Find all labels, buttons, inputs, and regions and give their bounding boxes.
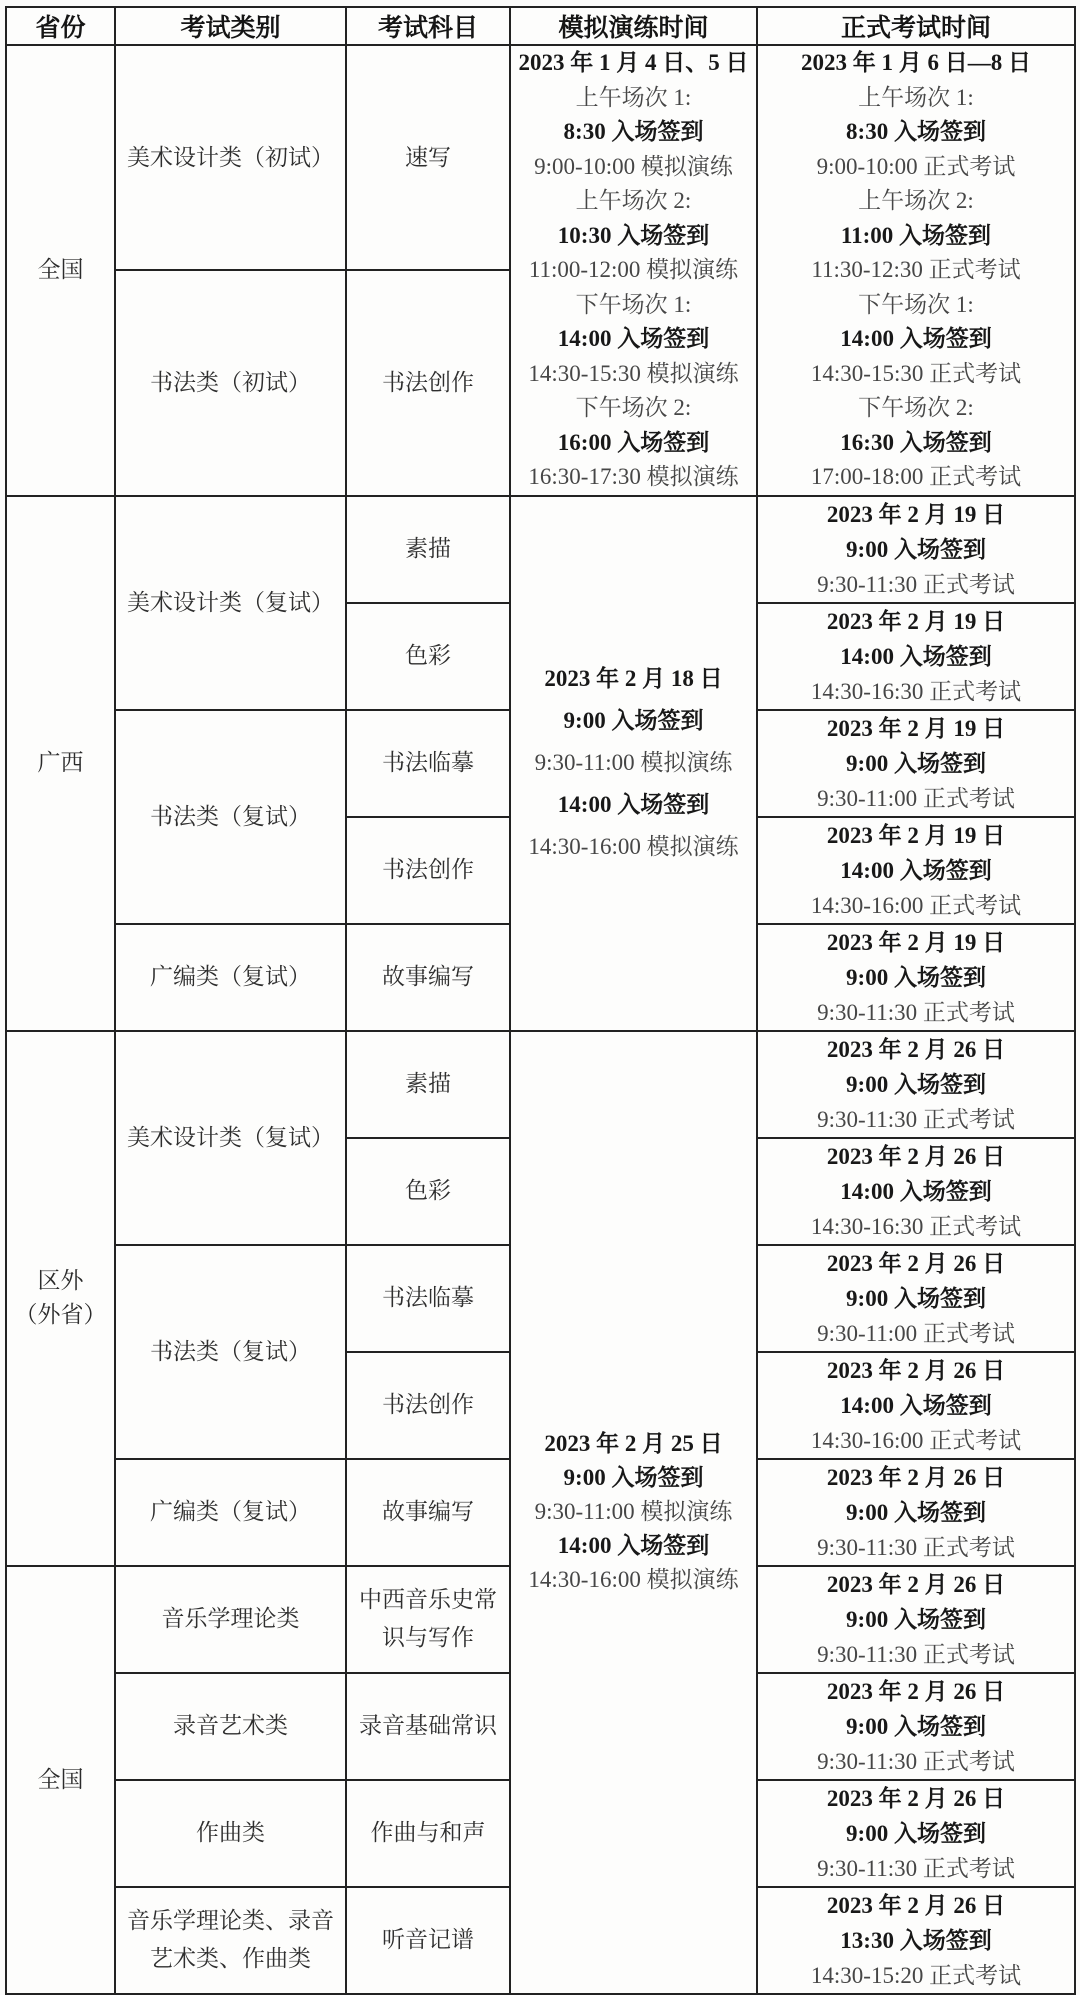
schedule-line: 2023 年 2 月 18 日 <box>544 666 723 691</box>
schedule-line: 9:00 入场签到 <box>846 1071 986 1097</box>
category-cell-art-retest-out: 美术设计类（复试） <box>115 1031 346 1245</box>
schedule-line: 14:30-16:00 模拟演练 <box>528 1567 739 1592</box>
formal-schedule-cell-composition-harmony <box>757 1780 1075 1887</box>
schedule-line: 9:00 入场签到 <box>846 1713 986 1739</box>
formal-schedule-cell-out-copying <box>757 1245 1075 1352</box>
col-header-formal-time: 正式考试时间 <box>757 7 1075 45</box>
schedule-line: 14:30-16:00 模拟演练 <box>528 834 739 859</box>
schedule-line: 9:00 入场签到 <box>846 1499 986 1525</box>
province-cell-national-first: 全国 <box>6 45 115 496</box>
formal-schedule-cell-out-creation <box>757 1352 1075 1459</box>
subject-cell-ear-training: 听音记谱 <box>346 1887 510 1994</box>
schedule-line: 14:30-15:30 正式考试 <box>810 360 1022 386</box>
schedule-line: 14:00 入场签到 <box>840 857 992 883</box>
formal-schedule-cell-gx-color <box>757 603 1075 710</box>
schedule-line: 9:30-11:30 正式考试 <box>817 1855 1015 1881</box>
subject-cell-color-out: 色彩 <box>346 1138 510 1245</box>
formal-schedule-cell-recording-basics <box>757 1673 1075 1780</box>
schedule-line: 下午场次 1: <box>858 291 974 317</box>
schedule-line: 9:30-11:30 正式考试 <box>817 999 1015 1025</box>
schedule-line: 17:00-18:00 正式考试 <box>810 464 1022 489</box>
schedule-line: 9:30-11:00 模拟演练 <box>534 750 733 775</box>
formal-schedule-cell-gx-creation <box>757 817 1075 924</box>
schedule-line: 16:30-17:30 模拟演练 <box>528 464 739 489</box>
category-cell-combined-music: 音乐学理论类、录音艺术类、作曲类 <box>115 1887 346 1994</box>
mock-schedule-cell-national-first <box>510 45 757 496</box>
schedule-line: 2023 年 2 月 26 日 <box>826 1357 1006 1383</box>
subject-cell-story-out: 故事编写 <box>346 1459 510 1566</box>
category-cell-broadcast-retest-out: 广编类（复试） <box>115 1459 346 1566</box>
schedule-line: 16:00 入场签到 <box>557 429 710 455</box>
mock-schedule-cell-outside-national <box>510 1031 757 1994</box>
formal-schedule-cell-national-first <box>757 45 1075 496</box>
row-outside-1 <box>6 1031 1075 1138</box>
schedule-line: 2023 年 1 月 4 日、5 日 <box>518 50 749 75</box>
schedule-line: 14:30-16:00 正式考试 <box>810 892 1022 918</box>
schedule-line: 下午场次 2: <box>858 395 974 420</box>
province-line: 区外 <box>37 1268 84 1293</box>
schedule-line: 14:30-15:30 模拟演练 <box>528 360 739 386</box>
schedule-line: 2023 年 2 月 25 日 <box>544 1431 723 1456</box>
subject-cell-copying-out: 书法临摹 <box>346 1245 510 1352</box>
schedule-line: 上午场次 2: <box>858 188 974 213</box>
schedule-line: 14:00 入场签到 <box>557 1533 710 1558</box>
province-cell-guangxi: 广西 <box>6 496 115 1031</box>
subject-cell-calligraphy-creation: 书法创作 <box>346 270 510 495</box>
schedule-line: 上午场次 1: <box>858 84 974 110</box>
category-cell-broadcast-retest-gx: 广编类（复试） <box>115 924 346 1031</box>
col-header-province: 省份 <box>6 7 115 45</box>
category-cell-composition: 作曲类 <box>115 1780 346 1887</box>
subject-cell-composition-harmony: 作曲与和声 <box>346 1780 510 1887</box>
schedule-line: 9:00 入场签到 <box>846 964 986 990</box>
formal-schedule-cell-gx-copying <box>757 710 1075 817</box>
category-cell-recording-art: 录音艺术类 <box>115 1673 346 1780</box>
schedule-line: 9:00 入场签到 <box>846 1820 986 1846</box>
schedule-line: 9:00 入场签到 <box>563 708 704 733</box>
schedule-line: 14:00 入场签到 <box>840 643 992 669</box>
category-cell-calligraphy-retest-out: 书法类（复试） <box>115 1245 346 1459</box>
formal-schedule-cell-out-sketch <box>757 1031 1075 1138</box>
schedule-line: 14:30-16:30 正式考试 <box>810 1213 1022 1239</box>
schedule-line: 14:00 入场签到 <box>557 326 710 351</box>
schedule-line: 10:30 入场签到 <box>557 222 710 248</box>
schedule-line: 9:30-11:30 正式考试 <box>817 1534 1015 1560</box>
schedule-line: 14:30-16:00 正式考试 <box>810 1427 1022 1453</box>
schedule-line: 9:00 入场签到 <box>846 1606 986 1632</box>
schedule-line: 9:30-11:00 正式考试 <box>817 1320 1015 1346</box>
subject-cell-sketch-out: 素描 <box>346 1031 510 1138</box>
schedule-line: 14:30-16:30 正式考试 <box>810 678 1022 704</box>
formal-schedule-cell-ear-training <box>757 1887 1075 1994</box>
schedule-line: 9:00-10:00 模拟演练 <box>534 153 733 179</box>
schedule-line: 8:30 入场签到 <box>563 119 704 144</box>
schedule-line: 下午场次 2: <box>575 395 692 420</box>
schedule-line: 9:00 入场签到 <box>846 1285 986 1311</box>
schedule-line: 2023 年 2 月 19 日 <box>826 822 1006 848</box>
schedule-line: 14:00 入场签到 <box>840 1178 992 1204</box>
schedule-line: 2023 年 2 月 19 日 <box>826 608 1006 634</box>
col-header-subject: 考试科目 <box>346 7 510 45</box>
province-line: （外省） <box>14 1302 107 1327</box>
schedule-line: 9:30-11:00 模拟演练 <box>534 1499 733 1524</box>
schedule-line: 2023 年 2 月 19 日 <box>826 929 1006 955</box>
schedule-line: 16:30 入场签到 <box>840 429 992 455</box>
schedule-line: 下午场次 1: <box>575 291 692 317</box>
subject-cell-sketch-gx: 素描 <box>346 496 510 603</box>
schedule-line: 14:00 入场签到 <box>840 1392 992 1418</box>
schedule-line: 11:00-12:00 模拟演练 <box>528 257 739 282</box>
schedule-line: 9:00 入场签到 <box>846 750 986 776</box>
category-cell-art-retest-gx: 美术设计类（复试） <box>115 496 346 710</box>
schedule-line: 2023 年 2 月 26 日 <box>826 1250 1006 1276</box>
subject-cell-music-history: 中西音乐史常识与写作 <box>346 1566 510 1673</box>
schedule-line: 9:00-10:00 正式考试 <box>816 153 1016 179</box>
category-cell-calligraphy-retest-gx: 书法类（复试） <box>115 710 346 924</box>
schedule-line: 9:00 入场签到 <box>846 536 986 562</box>
subject-cell-recording-basics: 录音基础常识 <box>346 1673 510 1780</box>
category-cell-art-initial: 美术设计类（初试） <box>115 45 346 270</box>
schedule-line: 14:30-15:20 正式考试 <box>810 1962 1022 1988</box>
col-header-mock-time: 模拟演练时间 <box>510 7 757 45</box>
schedule-line: 2023 年 2 月 26 日 <box>826 1892 1006 1918</box>
formal-schedule-cell-out-color <box>757 1138 1075 1245</box>
formal-schedule-cell-music-history <box>757 1566 1075 1673</box>
schedule-line: 2023 年 2 月 26 日 <box>826 1036 1006 1062</box>
formal-schedule-cell-gx-story <box>757 924 1075 1031</box>
schedule-line: 9:30-11:30 正式考试 <box>817 1748 1015 1774</box>
subject-cell-copying-gx: 书法临摹 <box>346 710 510 817</box>
schedule-line: 14:00 入场签到 <box>840 326 992 351</box>
schedule-line: 11:30-12:30 正式考试 <box>811 257 1021 282</box>
schedule-line: 9:00 入场签到 <box>563 1465 704 1490</box>
exam-schedule-table <box>5 6 1076 1995</box>
row-guangxi-1 <box>6 496 1075 603</box>
schedule-line: 9:30-11:00 正式考试 <box>817 785 1015 811</box>
category-cell-calligraphy-initial: 书法类（初试） <box>115 270 346 495</box>
schedule-line: 9:30-11:30 正式考试 <box>817 571 1015 597</box>
schedule-line: 2023 年 2 月 26 日 <box>826 1678 1006 1704</box>
formal-schedule-cell-gx-sketch <box>757 496 1075 603</box>
schedule-line: 2023 年 2 月 19 日 <box>826 715 1006 741</box>
col-header-category: 考试类别 <box>115 7 346 45</box>
schedule-line: 2023 年 2 月 26 日 <box>826 1785 1006 1811</box>
schedule-line: 9:30-11:30 正式考试 <box>817 1641 1015 1667</box>
schedule-line: 8:30 入场签到 <box>846 119 986 144</box>
category-cell-music-theory: 音乐学理论类 <box>115 1566 346 1673</box>
subject-cell-sketch-quick: 速写 <box>346 45 510 270</box>
province-cell-outside <box>6 1031 115 1566</box>
schedule-line: 2023 年 2 月 26 日 <box>826 1464 1006 1490</box>
province-cell-national-music: 全国 <box>6 1566 115 1994</box>
schedule-line: 14:00 入场签到 <box>557 792 710 817</box>
schedule-line: 2023 年 2 月 26 日 <box>826 1571 1006 1597</box>
schedule-line: 9:30-11:30 正式考试 <box>817 1106 1015 1132</box>
schedule-line: 2023 年 2 月 26 日 <box>826 1143 1006 1169</box>
schedule-line: 上午场次 1: <box>575 84 692 110</box>
schedule-line: 2023 年 1 月 6 日—8 日 <box>801 50 1031 75</box>
subject-cell-color-gx: 色彩 <box>346 603 510 710</box>
row-national-first-1 <box>6 45 1075 270</box>
subject-cell-creation-gx: 书法创作 <box>346 817 510 924</box>
schedule-line: 11:00 入场签到 <box>840 222 992 248</box>
schedule-line: 2023 年 2 月 19 日 <box>826 501 1006 527</box>
header-row <box>6 7 1075 45</box>
subject-cell-story-gx: 故事编写 <box>346 924 510 1031</box>
subject-cell-creation-out: 书法创作 <box>346 1352 510 1459</box>
schedule-line: 13:30 入场签到 <box>840 1927 992 1953</box>
schedule-line: 上午场次 2: <box>575 188 692 213</box>
formal-schedule-cell-out-story <box>757 1459 1075 1566</box>
mock-schedule-cell-guangxi <box>510 496 757 1031</box>
